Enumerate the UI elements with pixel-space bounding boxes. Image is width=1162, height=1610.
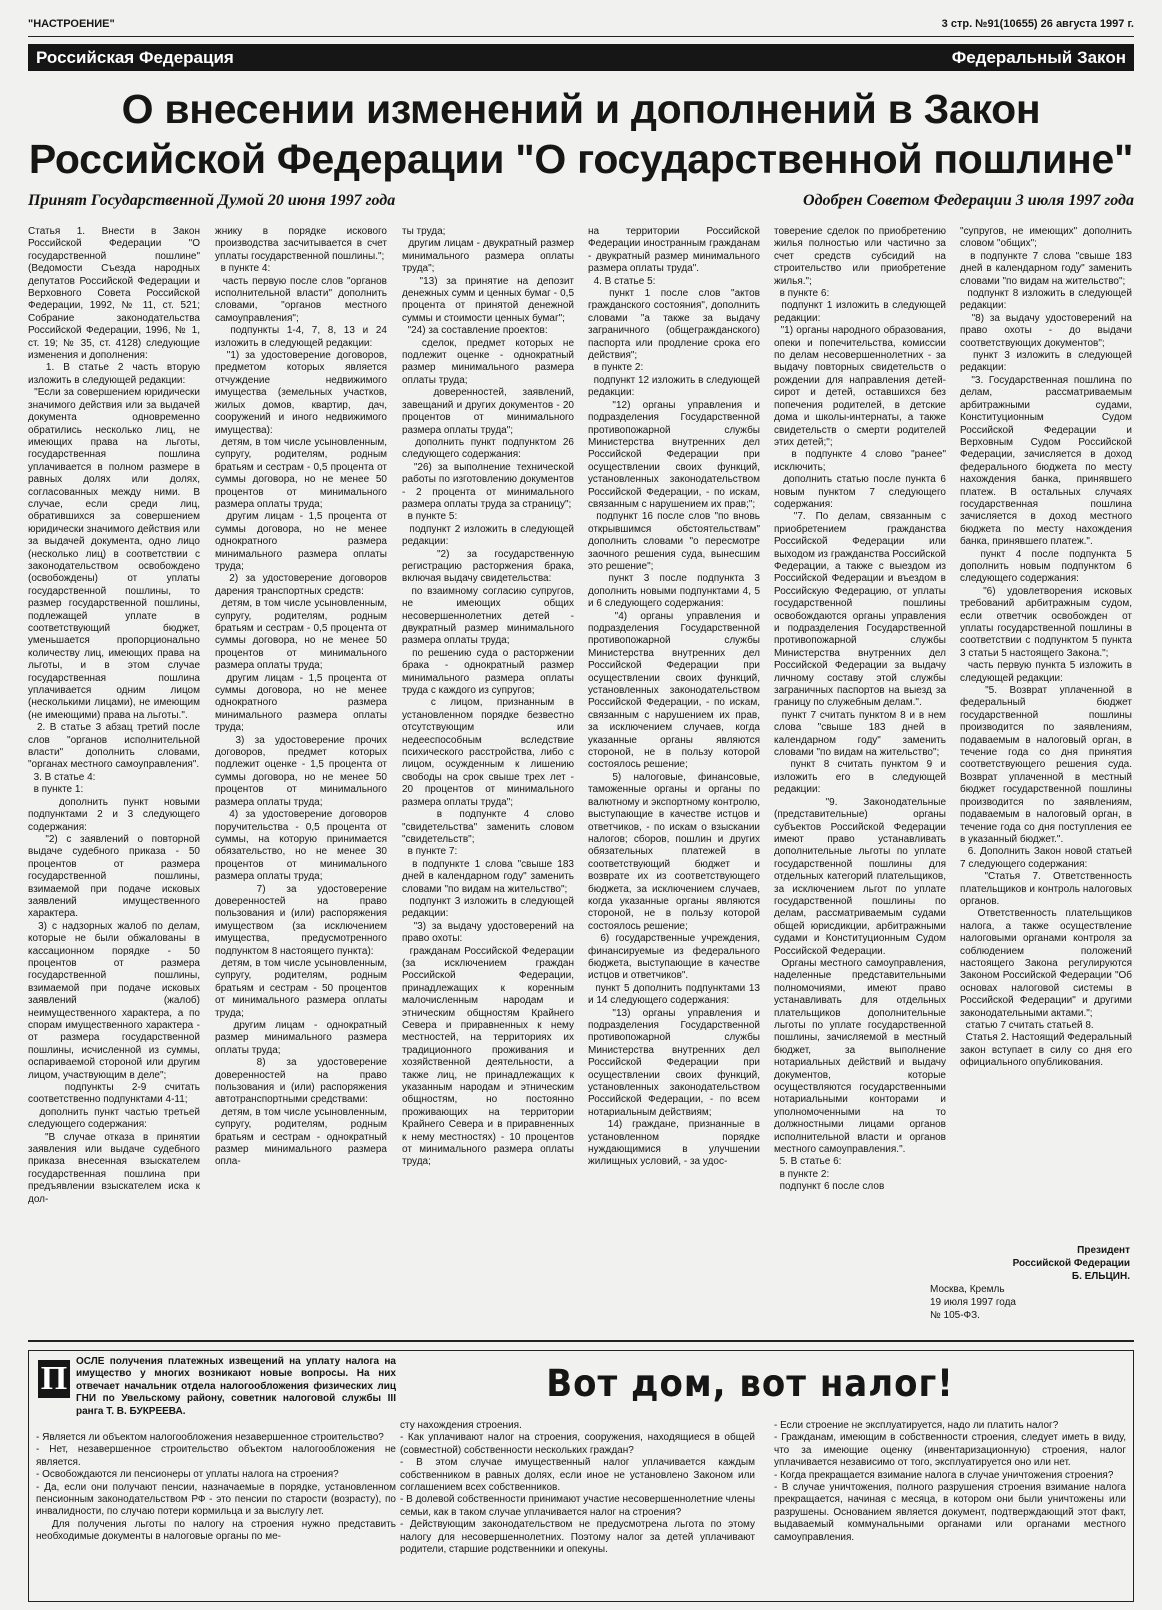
headline-line-2: Российской Федерации "О государственной пошлине" [28,136,1134,182]
qa-column-1: - Является ли объектом налогообложения незавершенное строительство? - Нет, незавершенное строительство объектом налогообложения не является. - Освобождаются ли пенсионеры от уплаты налога на строения? - Да, если они получают пенсии, назначаемые в порядке, установленном пенсионным законодательством РФ - это пенсии по старости (возрасту), по инвалидности, по случаю потери кормильца и за выслугу лет. Для получения льготы по налогу на строения нужно представить необходимые документы в налоговые органы по ме- [36,1432,396,1543]
law-column-6: "супругов, не имеющих" дополнить словом "общих"; в подпункте 7 слова "свыше 183 дней в календарном году" заменить словами "по видам на жительство"; подпункт 8 изложить в следующей редакции: "8) за выдачу удостоверений на право охоты - до выдачи соответствующих документов"; пункт 3 изложить в следующей редакции: "3. Государственная пошлина по делам, рассматриваемым арбитражными судами, Конституционным Судом Российской Федерации и Верховным Судом Российской Федерации, зачисляется в доход федерального бюджета по месту нахождения банка, принявшего платеж. В остальных случаях государственная пошлина зачисляется в доход местного бюджета по месту нахождения банка, принявшего платеж.". пункт 4 после подпункта 5 дополнить новым подпунктом 6 следующего содержания: "6) удовлетворения исковых требований арбитражным судом, если ответчик освобожден от уплаты государственной пошлины в соответствии с подпунктом 5 пункта 3 статьи 5 настоящего Закона."; часть первую пункта 5 изложить в следующей редакции: "5. Возврат уплаченной в федеральный бюджет государственной пошлины производится по заявлениям, подаваемым в налоговый орган, в течение года со дня принятия соответствующего решения суда. Возврат уплаченной в местный бюджет государственной пошлины производится по заявлениям, подаваемым в налоговый орган, в течение года со дня поступления ее в указанный бюджет.". 6. Дополнить Закон новой статьей 7 следующего содержания: "Статья 7. Ответственность плательщиков и контроль налоговых органов. Ответственность плательщиков налога, а также осуществление налоговыми органами контроля за соблюдением положений настоящего Закона регулируются Законом Российской Федерации "Об основах налоговой системы в Российской Федерации" и другими законодательными актами."; статью 7 считать статьей 8. Статья 2. Настоящий Федеральный закон вступает в силу со дня его официального опубликования. [960,226,1133,1069]
newspaper-name: "НАСТРОЕНИЕ" [28,18,115,30]
section-banner [28,44,1134,71]
signature-title-2: Российской Федерации [1012,1258,1130,1269]
qa-column-2: сту нахождения строения. - Как уплачивают налог на строения, сооружения, находящиеся в общей (совместной) собственности нескольких граждан? - В этом случае имущественный налог уплачивается каждым собственником в равных долях, если иное не установлено Законом или соглашением всех собственников. - В долевой собственности принимают участие несовершеннолетние члены семьи, как в таком случае уплачивается налог на строения? - Действующим законодательством не предусмотрена льгота по этому налогу для несовершеннолетних. Поэтому налог за детей уплачивают родители, старшие родственники и опекуны. [400,1420,755,1556]
drop-cap: П [38,1360,70,1398]
law-column-4: на территории Российской Федерации иностранным гражданам - двукратный размер минимального размера оплаты труда". 4. В статье 5: пункт 1 после слов "актов гражданского состояния", дополнить словами "а также за выдачу заграничного (общегражданского) паспорта или продление срока его действия"; в пункте 2: подпункт 12 изложить в следующей редакции: "12) органы управления и подразделения Государственной противопожарной службы Министерства внутренних дел Российской Федерации при осуществлении своих функций, установленных законодательством Российской Федерации, - по искам, связанным с нарушением их прав;"; подпункт 16 после слов "по вновь открывшимся обстоятельствам" дополнить словами "о пересмотре заочного решения суда, вынесшим это решение"; пункт 3 после подпункта 3 дополнить новыми подпунктами 4, 5 и 6 следующего содержания: "4) органы управления и подразделения Государственной противопожарной службы Министерства внутренних дел Российской Федерации при осуществлении своих функций, установленных законодательством Российской Федерации, - по искам, связанным с нарушением их прав, за исключением случаев, когда указанные органы являются стороной, не в пользу которой состоялось решение; 5) налоговые, финансовые, таможенные органы и органы по валютному и экспортному контролю, выступающие в качестве истцов и ответчиков, - по искам о взыскании налогов; сборов, пошлин и других обязательных платежей в соответствующий бюджет и возврате их из соответствующего бюджета, за исключением случаев, когда указанные органы являются стороной, не в пользу которой состоялось решение; 6) государственные учреждения, финансируемые из федерального бюджета, выступающие в качестве истцов и ответчиков". пункт 5 дополнить подпунктами 13 и 14 следующего содержания: "13) органы управления и подразделения Государственной противопожарной службы Министерства внутренних дел Российской Федерации при осуществлении своих функций, установленных законодательством Российской Федерации, - по всем нотариальным действиям; 14) граждане, признанные в установленном порядке нуждающимися в улучшении жилищных условий, - за удос- [588,226,761,1168]
qa-intro: ОСЛЕ получения платежных извещений на уплату налога на имущество у многих возникают новые вопросы. На них отвечает начальник отдела налогообложения физических лиц ГНИ по Увельскому району, советник налоговой службы III ранга Т. В. БУКРЕЕВА. [76,1356,396,1417]
issue-info: 3 стр. №91(10655) 26 августа 1997 г. [941,18,1134,30]
header-rule [28,36,1134,37]
signature-place: Москва, Кремль [930,1284,1005,1295]
law-column-2: жнику в порядке искового производства засчитывается в счет уплаты государственной пошлины."; в пункте 4: часть первую после слов "органов исполнительной власти" дополнить словами, "органов местного самоуправления"; подпункты 1-4, 7, 8, 13 и 24 изложить в следующей редакции: "1) за удостоверение договоров, предметом которых является отчуждение недвижимого имущества (земельных участков, жилых домов, квартир, дач, сооружений и иного недвижимого имущества): детям, в том числе усыновленным, супругу, родителям, родным братьям и сестрам - 0,5 процента от суммы договора, но не менее 50 процентов от минимального размера оплаты труда; другим лицам - 1,5 процента от суммы договора, но не менее однократного размера минимального размера оплаты труда; 2) за удостоверение договоров дарения транспортных средств: детям, в том числе усыновленным, супругу, родителям, родным братьям и сестрам - 0,5 процента от суммы договора, но не менее 50 процентов от минимального размера оплаты труда; другим лицам - 1,5 процента от суммы договора, но не менее однократного размера минимального размера оплаты труда; 3) за удостоверение прочих договоров, предмет которых подлежит оценке - 1,5 процента от суммы договора, но не менее 50 процентов от минимального размера оплаты труда; 4) за удостоверение договоров поручительства - 0,5 процента от суммы, на которую принимается обязательство, но не менее 30 процентов от минимального размера оплаты труда; 7) за удостоверение доверенностей на право пользования и (или) распоряжения имуществом (за исключением имущества, предусмотренного подпунктом 8 настоящего пункта): детям, в том числе усыновленным, супругу, родителям, родным братьям и сестрам - 50 процентов от минимального размера оплаты труда; другим лицам - однократный размер минимального размера оплаты труда; 8) за удостоверение доверенностей на право пользования и (или) распоряжения автотранспортными средствами: детям, в том числе усыновленным, супругу, родителям, родным братьям и сестрам - однократный размер минимального размера опла- [215,226,387,1168]
qa-slogan: Вот дом, вот налог! [546,1362,954,1406]
adopted-note: Принят Государственной Думой 20 июня 1997 года [28,192,396,209]
signature-title-1: Президент [1077,1245,1130,1256]
signature-block [930,1244,1130,1322]
law-headline [28,84,1134,184]
law-text [28,226,1134,1341]
law-number: № 105-ФЗ. [930,1310,980,1321]
signature-date: 19 июля 1997 года [930,1297,1016,1308]
banner-right-label: Федеральный Закон [951,48,1126,67]
signature-name: Б. ЕЛЬЦИН. [1071,1271,1130,1282]
approved-note: Одобрен Советом Федерации 3 июля 1997 года [803,192,1134,209]
law-column-5: товерение сделок по приобретению жилья полностью или частично за счет средств субсидий на строительство или приобретение жилья."; в пункте 6: подпункт 1 изложить в следующей редакции: "1) органы народного образования, опеки и попечительства, комиссии по делам несовершеннолетних - за выдачу повторных свидетельств о рождении для направления детей-сирот и детей, оставшихся без попечения родителей, в детские дома и школы-интернаты, а также свидетельств о смерти родителей этих детей;"; в подпункте 4 слово "ранее" исключить; дополнить статью после пункта 6 новым пунктом 7 следующего содержания: "7. По делам, связанным с приобретением гражданства Российской Федерации или выходом из гражданства Российской Федерации, а также с выездом из Российской Федерации и въездом в Российскую Федерацию, от уплаты государственной пошлины освобождаются органы управления и подразделения Государственной противопожарной службы Министерства внутренних дел Российской Федерации за выдачу личному составу этой службы заграничных паспортов на выезд за границу по служебным делам.". пункт 7 считать пунктом 8 и в нем слова "свыше 183 дней в календарном году" заменить словами "по видам на жительство"; пункт 8 считать пунктом 9 и изложить его в следующей редакции: "9. Законодательные (представительные) органы субъектов Российской Федерации имеют право устанавливать дополнительные льготы по уплате государственной пошлины для отдельных категорий плательщиков, за исключением льгот по уплате государственной пошлины по делам, рассматриваемым судами общей юрисдикции, арбитражными судами и Конституционным Судом Российской Федерации. Органы местного самоуправления, наделенные представительными полномочиями, имеют право устанавливать для отдельных плательщиков дополнительные льготы по уплате государственной пошлины, зачисляемой в местный бюджет, за выполнение нотариальных действий и выдачу документов, которые осуществляются государственными нотариальными конторами и уполномоченными на то должностными лицами органов исполнительной власти и органов местного самоуправления.". 5. В статье 6: в пункте 2: подпункт 6 после слов [774,226,947,1193]
law-column-1: Статья 1. Внести в Закон Российской Федерации "О государственной пошлине" (Ведомости Съезда народных депутатов Российской Федерации и Верховного Совета Российской Федерации, 1992, № 11, ст. 521; Собрание законодательства Российской Федерации, 1996, № 1, ст. 19; № 35, ст. 4128) следующие изменения и дополнения: 1. В статье 2 часть вторую изложить в следующей редакции: "Если за совершением юридически значимого действия или за выдачей документа одновременно обратились несколько лиц, не имеющих права на льготы, государственная пошлина уплачивается в полном размере в равных долях или долях, согласованных между ними. В случае, если среди лиц, обратившихся за совершением юридически значимого действия или за выдачей документа, одно лицо (несколько лиц) в соответствии с законодательством освобождено (освобождены) от уплаты государственной пошлины, то размер государственной пошлины, подлежащей уплате в соответствующий бюджет, уменьшается пропорционально количеству лиц, имеющих права на льготы, и в этом случае государственная пошлина уплачивается одним лицом (несколькими лицами), не имеющим (не имеющими) права на льготы.". 2. В статье 3 абзац третий после слов "органов исполнительной власти" дополнить словами, "органах местного самоуправления". 3. В статье 4: в пункте 1: дополнить пункт новыми подпунктами 2 и 3 следующего содержания: "2) с заявлений о повторной выдаче судебного приказа - 50 процентов от размера государственной пошлины, взимаемой при подаче исковых заявлений имущественного характера. 3) с надзорных жалоб по делам, которые не были обжалованы в кассационном порядке - 50 процентов от размера государственной пошлины, взимаемой при подаче исковых заявлений (жалоб) неимущественного характера, а по спорам имущественного характера - от размера государственной пошлины, исчисленной из суммы, оспариваемой стороной или другим лицом, участвующим в деле"; подпункты 2-9 считать соответственно подпунктами 4-11; дополнить пункт частью третьей следующего содержания: "В случае отказа в принятии заявления или выдаче судебного приказа внесенная взыскателем государственная пошлина при предъявлении взыскателем иска к дол- [28,226,201,1205]
qa-column-3: - Если строение не эксплуатируется, надо ли платить налог? - Гражданам, имеющим в собственности строения, следует иметь в виду, что за имеющие оценку (инвентаризационную) строения, налог уплачивается независимо от того, эксплуатируется оно или нет. - Когда прекращается взимание налога в случае уничтожения строения? - В случае уничтожения, полного разрушения строения взимание налога прекращается, начиная с месяца, в котором они были уничтожены или разрушены. Основанием является документ, подтверждающий этот факт, выдаваемый коммунальными органами или органами местного самоуправления. [774,1420,1126,1543]
banner-left-label: Российская Федерация [36,48,234,67]
law-column-3: ты труда; другим лицам - двукратный размер минимального размера оплаты труда"; "13) за принятие на депозит денежных сумм и ценных бумаг - 0,5 процента от принятой денежной суммы и стоимости ценных бумаг"; "24) за составление проектов: сделок, предмет которых не подлежит оценке - однократный размер минимального размера оплаты труда; доверенностей, заявлений, завещаний и других документов - 20 процентов от минимального размера оплаты труда"; дополнить пункт подпунктом 26 следующего содержания: "26) за выполнение технической работы по изготовлению документов - 2 процента от минимального размера оплаты труда за страницу"; в пункте 5: подпункт 2 изложить в следующей редакции: "2) за государственную регистрацию расторжения брака, включая выдачу свидетельства: по взаимному согласию супругов, не имеющих общих несовершеннолетних детей - двукратный размер минимального размера оплаты труда; по решению суда о расторжении брака - однократный размер минимального размера оплаты труда с каждого из супругов; с лицом, признанным в установленном порядке безвестно отсутствующим или недееспособным вследствие психического расстройства, либо с лицом, осужденным к лишению свободы на срок свыше трех лет - 20 процентов от минимального размера оплаты труда"; в подпункте 4 слово "свидетельства" заменить словом "свидетельств"; в пункте 7: в подпункте 1 слова "свыше 183 дней в календарном году" заменить словами "по видам на жительство"; подпункт 3 изложить в следующей редакции: "3) за выдачу удостоверений на право охоты: гражданам Российской Федерации (за исключением граждан Российской Федерации, принадлежащих к коренным малочисленным народам и этническим общностям Крайнего Севера и приравненных к нему местностей, на территориях их традиционного проживания и хозяйственной деятельности, а также лиц, не принадлежащих к указанным народам и этническим общностям, но постоянно проживающих на территории Крайнего Севера и в приравненных к нему местностях) - 10 процентов от минимального размера оплаты труда; [402,226,575,1168]
section-divider [28,1340,1134,1342]
page-header [28,14,1134,36]
headline-line-1: О внесении изменений и дополнений в Закон [121,86,1041,132]
